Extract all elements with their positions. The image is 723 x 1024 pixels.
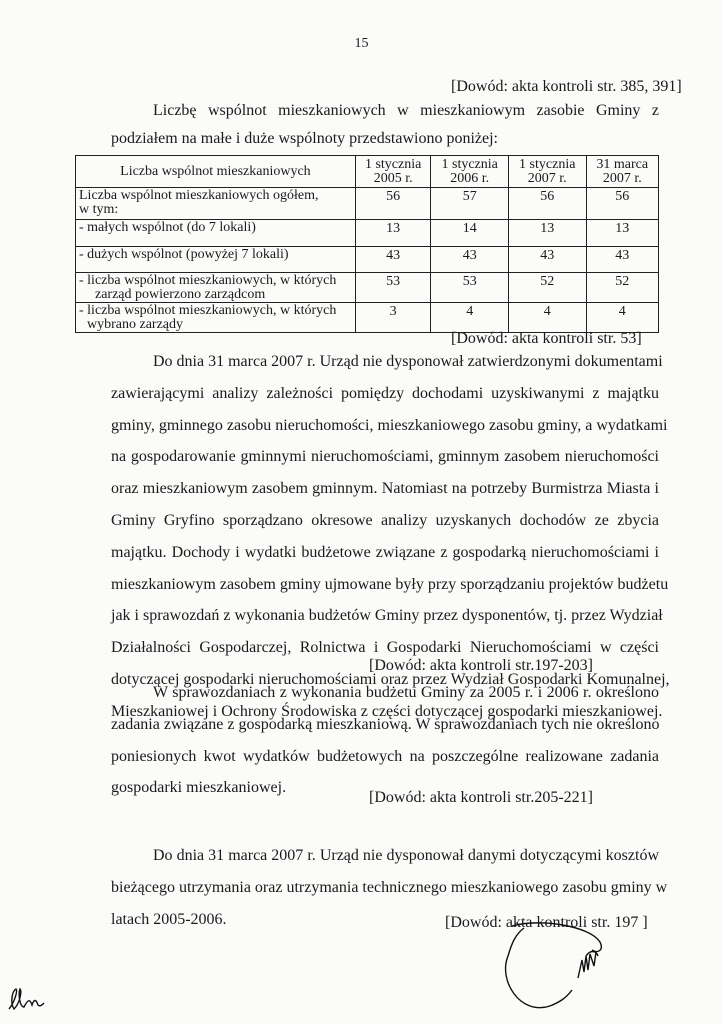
text-line: Do dnia 31 marca 2007 r. Urząd nie dysponował danymi dotyczącymi kosztów [153,847,659,864]
cell-value: 43 [586,247,658,273]
column-header: 1 stycznia 2005 r. [355,156,431,188]
cell-value: 57 [431,188,509,220]
evidence-reference: [Dowód: akta kontroli str. 197 ] [445,914,648,931]
cell-value: 43 [508,247,586,273]
page-number: 15 [354,36,369,51]
paragraph-2 [111,677,663,804]
text-line: Działalności Gospodarczej, Rolnictwa i Gospodarki Nieruchomościami w części [111,639,659,657]
evidence-reference: [Dowód: akta kontroli str. 385, 391] [451,78,682,95]
cell-value: 53 [355,273,431,303]
text-line: podziałem na małe i duże wspólnoty przedstawiono poniżej: [111,129,498,147]
text-line: Liczbę wspólnot mieszkaniowych w mieszkaniowym zasobie Gminy z [153,102,659,119]
row-label: - małych wspólnot (do 7 lokali) [76,220,356,247]
table-row [76,247,659,273]
cell-value: 4 [586,303,658,333]
cell-value: 3 [355,303,431,333]
cell-value: 4 [508,303,586,333]
row-label: - liczba wspólnot mieszkaniowych, w których zarząd powierzono zarządcom [76,273,356,303]
row-label: - liczba wspólnot mieszkaniowych, w których wybrano zarządy [76,303,356,333]
signature-icon [500,920,610,1020]
cell-value: 52 [508,273,586,303]
table-row [76,273,659,303]
cell-value: 52 [586,273,658,303]
cell-value: 14 [431,220,509,247]
cell-value: 13 [586,220,658,247]
evidence-reference: [Dowód: akta kontroli str.205-221] [369,789,593,806]
table-row [76,303,659,333]
text-line: dotyczącej gospodarki nieruchomościami oraz przez Wydział Gospodarki Komunalnej, [111,670,670,688]
table-header-row [76,156,659,188]
text-line: Do dnia 31 marca 2007 r. Urząd nie dysponował zatwierdzonymi dokumentami [153,353,663,370]
cell-value: 56 [586,188,658,220]
text-line: zadania związane z gospodarką mieszkaniową. W sprawozdaniach tych nie określono [111,715,660,733]
initials-signature-icon [6,985,46,1013]
text-line: jak i sprawozdań z wykonania budżetów Gminy przez dysponentów, tj. przez Wydział [111,607,663,625]
row-label: - dużych wspólnot (powyżej 7 lokali) [76,247,356,273]
text-line: W sprawozdaniach z wykonania budżetu Gminy za 2005 r. i 2006 r. określono [153,684,659,701]
text-line: oraz mieszkaniowym zasobem gminnym. Natomiast na potrzeby Burmistrza Miasta i [111,480,659,498]
text-line: Mieszkaniowej i Ochrony Środowiska z części dotyczącej gospodarki mieszkaniowej. [111,702,663,720]
cell-value: 13 [508,220,586,247]
cell-value: 43 [431,247,509,273]
cell-value: 43 [355,247,431,273]
row-label: Liczba wspólnot mieszkaniowych ogółem, w tym: [76,188,356,220]
cell-value: 4 [431,303,509,333]
cell-value: 56 [355,188,431,220]
table-row [76,188,659,220]
text-line: poniesionych kwot wydatków budżetowych na poszczególne realizowane zadania [111,747,659,765]
evidence-reference: [Dowód: akta kontroli str. 53] [451,330,642,347]
text-line: mieszkaniowym zasobem gminy ujmowane były przy sporządzaniu projektów budżetu [111,575,669,593]
intro-paragraph [111,95,659,155]
column-header: 31 marca 2007 r. [586,156,658,188]
text-line: zawierającymi analizy zależności pomiędzy dochodami uzyskiwanymi z majątku [111,384,659,402]
column-header: 1 stycznia 2007 r. [508,156,586,188]
text-line: bieżącego utrzymania oraz utrzymania technicznego mieszkaniowego zasobu gminy w [111,878,668,896]
housing-communities-table [75,155,659,333]
evidence-reference: [Dowód: akta kontroli str.197-203] [369,657,593,674]
text-line: na gospodarowanie gminnymi nieruchomościami, gminnym zasobem nieruchomości [111,448,659,466]
cell-value: 13 [355,220,431,247]
text-line: latach 2005-2006. [111,910,227,928]
text-line: majątku. Dochody i wydatki budżetowe związane z gospodarką nieruchomościami i [111,543,659,561]
text-line: gospodarki mieszkaniowej. [111,779,287,797]
cell-value: 53 [431,273,509,303]
table-row [76,220,659,247]
text-line: gminy, gminnego zasobu nieruchomości, mieszkaniowego zasobu gminy, a wydatkami [111,416,668,434]
column-header: 1 stycznia 2006 r. [431,156,509,188]
text-line: Gminy Gryfino sporządzano okresowe analizy uzyskanych dochodów ze zbycia [111,511,659,529]
column-header: Liczba wspólnot mieszkaniowych [76,156,356,188]
cell-value: 56 [508,188,586,220]
